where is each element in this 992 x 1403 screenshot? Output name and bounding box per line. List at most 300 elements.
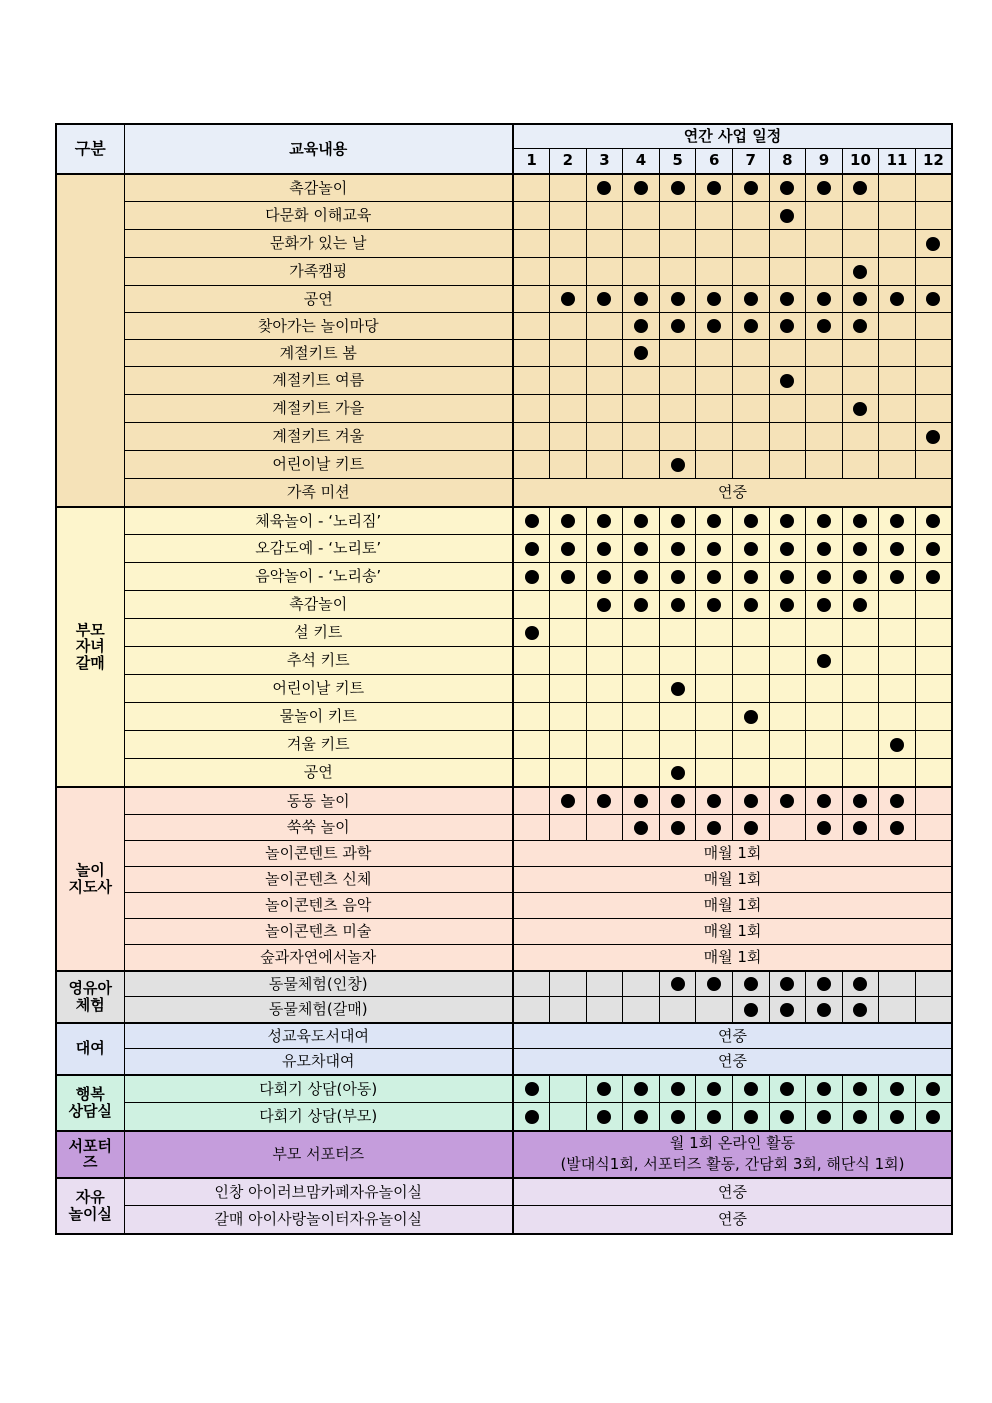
schedule-row: [56, 1206, 952, 1234]
scheduled-dot-icon: [890, 570, 904, 584]
schedule-note: 매월 1회: [513, 867, 952, 893]
month-cell-6: [696, 759, 733, 787]
month-cell-5: [659, 1075, 696, 1103]
scheduled-dot-icon: [707, 1082, 721, 1096]
scheduled-dot-icon: [597, 181, 611, 195]
month-cell-5: [659, 395, 696, 423]
schedule-row: [56, 313, 952, 340]
scheduled-dot-icon: [926, 1082, 940, 1096]
schedule-row: [56, 893, 952, 919]
month-cell-10: [842, 997, 879, 1023]
month-cell-8: [769, 591, 806, 619]
scheduled-dot-icon: [671, 766, 685, 780]
schedule-row: [56, 759, 952, 787]
month-cell-8: [769, 815, 806, 841]
scheduled-dot-icon: [671, 821, 685, 835]
month-cell-10: [842, 675, 879, 703]
month-cell-11: [879, 815, 916, 841]
scheduled-dot-icon: [744, 710, 758, 724]
month-cell-3: [586, 787, 623, 815]
month-cell-3: [586, 340, 623, 367]
month-cell-11: [879, 759, 916, 787]
month-cell-2: [550, 535, 587, 563]
scheduled-dot-icon: [525, 570, 539, 584]
scheduled-dot-icon: [561, 514, 575, 528]
month-cell-10: [842, 591, 879, 619]
scheduled-dot-icon: [853, 514, 867, 528]
month-cell-6: [696, 563, 733, 591]
month-cell-8: [769, 174, 806, 202]
scheduled-dot-icon: [853, 402, 867, 416]
category-label: [56, 174, 124, 507]
scheduled-dot-icon: [926, 570, 940, 584]
month-cell-2: [550, 313, 587, 340]
scheduled-dot-icon: [634, 1082, 648, 1096]
month-cell-5: [659, 591, 696, 619]
scheduled-dot-icon: [744, 1110, 758, 1124]
scheduled-dot-icon: [890, 1082, 904, 1096]
scheduled-dot-icon: [671, 458, 685, 472]
scheduled-dot-icon: [707, 570, 721, 584]
month-cell-6: [696, 367, 733, 395]
month-cell-5: [659, 1103, 696, 1131]
month-cell-6: [696, 174, 733, 202]
month-cell-11: [879, 591, 916, 619]
month-cell-11: [879, 675, 916, 703]
category-label: 놀이 지도사: [56, 787, 124, 971]
schedule-row: [56, 647, 952, 675]
month-cell-12: [915, 451, 952, 479]
month-cell-2: [550, 174, 587, 202]
month-cell-7: [732, 451, 769, 479]
month-cell-9: [806, 202, 843, 230]
scheduled-dot-icon: [853, 977, 867, 991]
month-cell-9: [806, 507, 843, 535]
month-cell-2: [550, 731, 587, 759]
month-cell-3: [586, 395, 623, 423]
month-cell-11: [879, 563, 916, 591]
month-cell-6: [696, 815, 733, 841]
month-cell-2: [550, 230, 587, 258]
scheduled-dot-icon: [853, 794, 867, 808]
scheduled-dot-icon: [780, 374, 794, 388]
month-cell-6: [696, 258, 733, 286]
month-cell-6: [696, 591, 733, 619]
month-cell-6: [696, 787, 733, 815]
program-name: 놀이콘텐츠 미술: [124, 919, 513, 945]
month-header-9: 9: [806, 148, 843, 174]
scheduled-dot-icon: [926, 430, 940, 444]
month-cell-6: [696, 1103, 733, 1131]
scheduled-dot-icon: [744, 319, 758, 333]
scheduled-dot-icon: [671, 292, 685, 306]
month-cell-9: [806, 647, 843, 675]
month-cell-8: [769, 759, 806, 787]
month-cell-8: [769, 619, 806, 647]
month-cell-11: [879, 451, 916, 479]
scheduled-dot-icon: [634, 542, 648, 556]
scheduled-dot-icon: [634, 346, 648, 360]
month-cell-12: [915, 787, 952, 815]
scheduled-dot-icon: [597, 570, 611, 584]
scheduled-dot-icon: [634, 181, 648, 195]
scheduled-dot-icon: [817, 181, 831, 195]
month-cell-12: [915, 202, 952, 230]
month-cell-3: [586, 971, 623, 997]
month-cell-1: [513, 619, 550, 647]
schedule-note: 매월 1회: [513, 893, 952, 919]
schedule-row: [56, 451, 952, 479]
month-cell-7: [732, 174, 769, 202]
month-cell-11: [879, 787, 916, 815]
program-name: 갈매 아이사랑놀이터자유놀이실: [124, 1206, 513, 1234]
month-cell-7: [732, 423, 769, 451]
month-cell-6: [696, 703, 733, 731]
month-cell-11: [879, 313, 916, 340]
scheduled-dot-icon: [890, 542, 904, 556]
month-cell-5: [659, 202, 696, 230]
month-cell-2: [550, 202, 587, 230]
month-cell-11: [879, 731, 916, 759]
month-cell-3: [586, 647, 623, 675]
month-cell-5: [659, 703, 696, 731]
scheduled-dot-icon: [634, 1110, 648, 1124]
month-cell-10: [842, 395, 879, 423]
scheduled-dot-icon: [780, 570, 794, 584]
program-name: 다회기 상담(아동): [124, 1075, 513, 1103]
header-content: 교육내용: [124, 124, 513, 174]
month-cell-1: [513, 230, 550, 258]
scheduled-dot-icon: [525, 1110, 539, 1124]
month-cell-6: [696, 202, 733, 230]
month-cell-10: [842, 230, 879, 258]
schedule-row: [56, 703, 952, 731]
month-header-7: 7: [732, 148, 769, 174]
scheduled-dot-icon: [525, 542, 539, 556]
program-name: 계절키트 겨울: [124, 423, 513, 451]
month-cell-2: [550, 258, 587, 286]
scheduled-dot-icon: [780, 977, 794, 991]
scheduled-dot-icon: [853, 821, 867, 835]
month-cell-3: [586, 202, 623, 230]
program-name: 추석 키트: [124, 647, 513, 675]
category-label: 행복 상담실: [56, 1075, 124, 1131]
month-cell-4: [623, 619, 660, 647]
month-cell-4: [623, 174, 660, 202]
schedule-row: [56, 1178, 952, 1206]
month-cell-9: [806, 535, 843, 563]
month-cell-11: [879, 1103, 916, 1131]
schedule-row: [56, 1049, 952, 1075]
scheduled-dot-icon: [597, 542, 611, 556]
scheduled-dot-icon: [853, 181, 867, 195]
month-cell-2: [550, 675, 587, 703]
category-label: 영유아 체험: [56, 971, 124, 1023]
scheduled-dot-icon: [707, 181, 721, 195]
month-cell-10: [842, 563, 879, 591]
month-cell-7: [732, 313, 769, 340]
month-cell-12: [915, 675, 952, 703]
schedule-body: [56, 124, 952, 1234]
month-cell-3: [586, 423, 623, 451]
month-cell-4: [623, 535, 660, 563]
program-name: 겨울 키트: [124, 731, 513, 759]
month-cell-4: [623, 313, 660, 340]
schedule-row: [56, 507, 952, 535]
month-cell-1: [513, 174, 550, 202]
program-name: 설 키트: [124, 619, 513, 647]
month-cell-6: [696, 731, 733, 759]
month-cell-1: [513, 423, 550, 451]
scheduled-dot-icon: [707, 821, 721, 835]
program-name: 숲과자연에서놀자: [124, 945, 513, 971]
scheduled-dot-icon: [853, 265, 867, 279]
month-cell-6: [696, 647, 733, 675]
month-cell-2: [550, 971, 587, 997]
month-cell-8: [769, 451, 806, 479]
month-cell-9: [806, 759, 843, 787]
month-cell-11: [879, 395, 916, 423]
month-cell-8: [769, 367, 806, 395]
category-label: 서포터 즈: [56, 1131, 124, 1178]
scheduled-dot-icon: [853, 1110, 867, 1124]
month-cell-9: [806, 395, 843, 423]
scheduled-dot-icon: [744, 1082, 758, 1096]
schedule-row: [56, 841, 952, 867]
schedule-row: [56, 731, 952, 759]
month-header-11: 11: [879, 148, 916, 174]
scheduled-dot-icon: [780, 514, 794, 528]
month-cell-8: [769, 507, 806, 535]
month-cell-2: [550, 997, 587, 1023]
month-cell-3: [586, 1075, 623, 1103]
month-cell-2: [550, 1103, 587, 1131]
month-cell-10: [842, 1075, 879, 1103]
month-header-3: 3: [586, 148, 623, 174]
month-cell-3: [586, 230, 623, 258]
month-cell-11: [879, 340, 916, 367]
scheduled-dot-icon: [597, 292, 611, 306]
month-cell-3: [586, 313, 623, 340]
month-cell-8: [769, 703, 806, 731]
scheduled-dot-icon: [780, 209, 794, 223]
month-cell-2: [550, 451, 587, 479]
month-cell-7: [732, 563, 769, 591]
month-cell-3: [586, 815, 623, 841]
month-cell-10: [842, 619, 879, 647]
month-cell-12: [915, 1103, 952, 1131]
month-cell-11: [879, 971, 916, 997]
month-cell-1: [513, 787, 550, 815]
month-header-12: 12: [915, 148, 952, 174]
month-cell-11: [879, 174, 916, 202]
scheduled-dot-icon: [671, 1082, 685, 1096]
month-cell-1: [513, 675, 550, 703]
month-cell-6: [696, 313, 733, 340]
schedule-row: [56, 479, 952, 507]
month-cell-7: [732, 997, 769, 1023]
month-cell-10: [842, 367, 879, 395]
month-cell-8: [769, 731, 806, 759]
month-cell-10: [842, 703, 879, 731]
month-cell-11: [879, 423, 916, 451]
scheduled-dot-icon: [707, 542, 721, 556]
scheduled-dot-icon: [561, 570, 575, 584]
month-cell-6: [696, 423, 733, 451]
scheduled-dot-icon: [634, 821, 648, 835]
scheduled-dot-icon: [780, 1082, 794, 1096]
scheduled-dot-icon: [634, 570, 648, 584]
month-cell-10: [842, 258, 879, 286]
month-cell-8: [769, 1075, 806, 1103]
scheduled-dot-icon: [853, 319, 867, 333]
program-name: 놀이콘텐츠 음악: [124, 893, 513, 919]
month-cell-12: [915, 1075, 952, 1103]
month-cell-10: [842, 340, 879, 367]
scheduled-dot-icon: [707, 977, 721, 991]
month-cell-9: [806, 997, 843, 1023]
month-cell-1: [513, 731, 550, 759]
month-cell-3: [586, 619, 623, 647]
month-cell-5: [659, 563, 696, 591]
month-cell-10: [842, 647, 879, 675]
scheduled-dot-icon: [744, 292, 758, 306]
schedule-row: [56, 1131, 952, 1178]
scheduled-dot-icon: [744, 977, 758, 991]
scheduled-dot-icon: [597, 598, 611, 612]
month-cell-6: [696, 971, 733, 997]
month-cell-4: [623, 286, 660, 313]
month-cell-9: [806, 313, 843, 340]
month-cell-9: [806, 731, 843, 759]
month-cell-10: [842, 286, 879, 313]
month-cell-10: [842, 535, 879, 563]
program-name: 찾아가는 놀이마당: [124, 313, 513, 340]
month-cell-1: [513, 997, 550, 1023]
month-cell-1: [513, 815, 550, 841]
month-cell-11: [879, 507, 916, 535]
month-cell-12: [915, 703, 952, 731]
scheduled-dot-icon: [817, 1110, 831, 1124]
month-cell-7: [732, 395, 769, 423]
month-cell-12: [915, 395, 952, 423]
program-name: 동물체험(갈매): [124, 997, 513, 1023]
month-cell-12: [915, 591, 952, 619]
month-cell-11: [879, 703, 916, 731]
schedule-note: 연중: [513, 1206, 952, 1234]
month-cell-1: [513, 563, 550, 591]
month-cell-11: [879, 535, 916, 563]
program-name: 계절키트 가을: [124, 395, 513, 423]
month-cell-2: [550, 286, 587, 313]
program-name: 유모차대여: [124, 1049, 513, 1075]
scheduled-dot-icon: [671, 1110, 685, 1124]
schedule-row: [56, 230, 952, 258]
month-cell-9: [806, 230, 843, 258]
scheduled-dot-icon: [817, 514, 831, 528]
month-cell-6: [696, 286, 733, 313]
month-cell-6: [696, 675, 733, 703]
schedule-note: 매월 1회: [513, 841, 952, 867]
scheduled-dot-icon: [853, 542, 867, 556]
month-cell-7: [732, 675, 769, 703]
month-cell-7: [732, 535, 769, 563]
scheduled-dot-icon: [853, 570, 867, 584]
month-cell-4: [623, 340, 660, 367]
month-cell-12: [915, 731, 952, 759]
month-cell-2: [550, 703, 587, 731]
schedule-row: [56, 1075, 952, 1103]
schedule-row: [56, 258, 952, 286]
month-cell-12: [915, 340, 952, 367]
scheduled-dot-icon: [671, 542, 685, 556]
month-cell-7: [732, 1103, 769, 1131]
schedule-row: [56, 945, 952, 971]
month-cell-5: [659, 258, 696, 286]
month-cell-5: [659, 731, 696, 759]
month-header-1: 1: [513, 148, 550, 174]
month-cell-7: [732, 971, 769, 997]
scheduled-dot-icon: [671, 682, 685, 696]
month-cell-12: [915, 367, 952, 395]
scheduled-dot-icon: [926, 542, 940, 556]
schedule-row: [56, 591, 952, 619]
month-cell-12: [915, 507, 952, 535]
program-name: 오감도예 - ‘노리토’: [124, 535, 513, 563]
program-name: 계절키트 봄: [124, 340, 513, 367]
month-cell-12: [915, 647, 952, 675]
schedule-row: [56, 202, 952, 230]
month-cell-8: [769, 675, 806, 703]
month-cell-12: [915, 997, 952, 1023]
month-header-5: 5: [659, 148, 696, 174]
schedule-row: [56, 367, 952, 395]
schedule-row: [56, 395, 952, 423]
month-cell-7: [732, 367, 769, 395]
program-name: 인창 아이러브맘카페자유놀이실: [124, 1178, 513, 1206]
month-cell-12: [915, 563, 952, 591]
scheduled-dot-icon: [817, 1082, 831, 1096]
month-cell-6: [696, 507, 733, 535]
month-cell-12: [915, 286, 952, 313]
month-cell-1: [513, 971, 550, 997]
month-cell-10: [842, 731, 879, 759]
month-cell-5: [659, 619, 696, 647]
month-cell-9: [806, 1103, 843, 1131]
month-cell-9: [806, 367, 843, 395]
month-cell-9: [806, 971, 843, 997]
scheduled-dot-icon: [817, 292, 831, 306]
schedule-row: [56, 867, 952, 893]
schedule-row: [56, 174, 952, 202]
header-schedule: 연간 사업 일정: [513, 124, 952, 148]
month-cell-2: [550, 563, 587, 591]
program-name: 계절키트 여름: [124, 367, 513, 395]
month-cell-7: [732, 230, 769, 258]
scheduled-dot-icon: [597, 514, 611, 528]
month-cell-8: [769, 202, 806, 230]
month-header-4: 4: [623, 148, 660, 174]
program-name: 놀이콘텐트 과학: [124, 841, 513, 867]
month-cell-9: [806, 675, 843, 703]
month-cell-7: [732, 647, 769, 675]
month-cell-9: [806, 591, 843, 619]
month-cell-8: [769, 535, 806, 563]
month-cell-4: [623, 230, 660, 258]
month-cell-7: [732, 258, 769, 286]
month-cell-12: [915, 759, 952, 787]
month-header-6: 6: [696, 148, 733, 174]
